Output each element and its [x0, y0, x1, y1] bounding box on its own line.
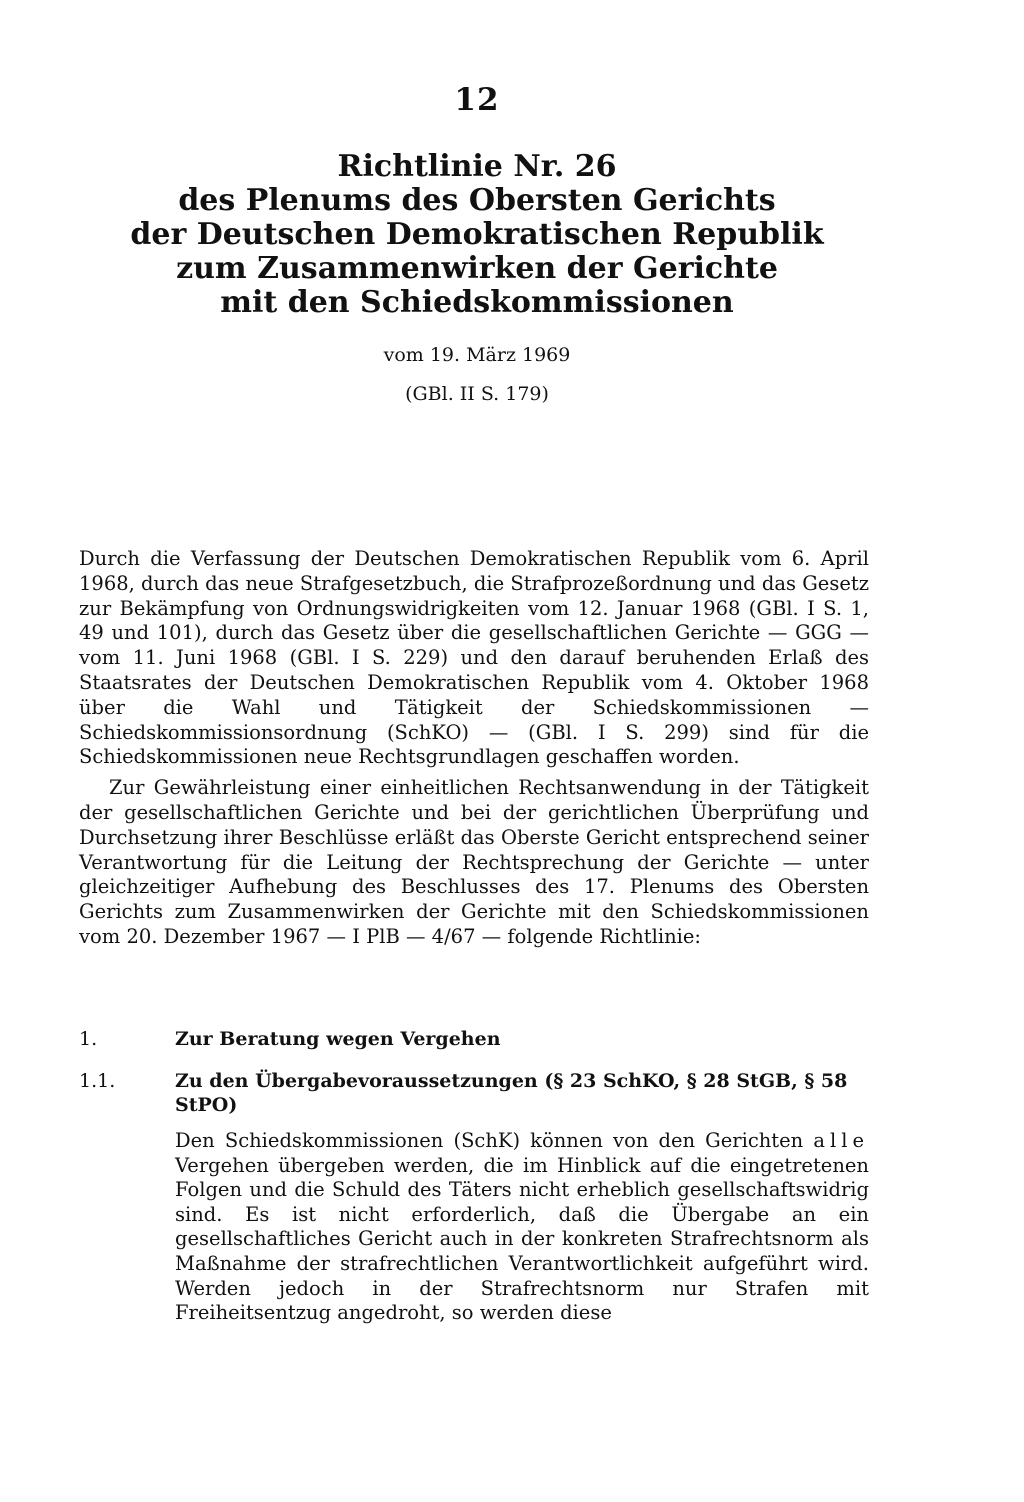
preamble: [79, 547, 869, 950]
document-title: [0, 150, 954, 320]
section-1-title: Zur Beratung wegen Vergehen: [175, 1028, 501, 1050]
section-1-1-number: 1.1.: [79, 1070, 116, 1092]
issue-date: vom 19. März 1969: [383, 344, 571, 366]
section-1-1-title: Zu den Übergabevoraussetzungen (§ 23 SchKO, § 28 StGB, § 58 StPO): [175, 1070, 848, 1116]
title-line-4: zum Zusammenwirken der Gerichte: [176, 251, 778, 286]
section-1-number: 1.: [79, 1028, 98, 1050]
preamble-paragraph-1: Durch die Verfassung der Deutschen Demokratischen Republik vom 6. April 1968, durch das neue Strafgesetzbuch, die Strafprozeßordnung und das Gesetz zur Bekämpfung von Ordnungswidrigkeiten vom 12. Januar 1968 (GBl. I S. 1, 49 und 101), durch das Gesetz über die gesellschaftlichen Gerichte — GGG — vom 11. Juni 1968 (GBl. I S. 229) und den darauf beruhenden Erlaß des Staatsrates der Deutschen Demokratischen Republik vom 4. Oktober 1968 über die Wahl und Tätigkeit der Schiedskommissionen — Schiedskommissionsordnung (SchKO) — (GBl. I S. 299) sind für die Schiedskommissionen neue Rechtsgrundlagen geschaffen worden.: [79, 547, 869, 769]
section-1-1-text-rest: Vergehen übergeben werden, die im Hinblick auf die eingetretenen Folgen und die Schuld des Täters nicht erheblich gesellschaftswidrig sind. Es ist nicht erforderlich, daß die Übergabe an ein gesellschaftliches Gericht auch in der konkreten Strafrechtsnorm als Maßnahme der strafrechtlichen Verantwortlichkeit aufgeführt wird. Werden jedoch in der Strafrechtsnorm nur Strafen mit Freiheitsentzug angedroht, so werden diese: [175, 1153, 869, 1325]
title-line-1: Richtlinie Nr. 26: [337, 149, 617, 184]
page-number: 12: [454, 82, 500, 118]
title-line-2: des Plenums des Obersten Gerichts: [178, 183, 776, 218]
section-1-1-text-emphasis: alle: [813, 1129, 869, 1152]
section-1-1-text-start: Den Schiedskommissionen (SchK) können von den Gerichten: [175, 1129, 804, 1152]
title-line-5: mit den Schiedskommissionen: [220, 285, 734, 320]
title-line-3: der Deutschen Demokratischen Republik: [130, 217, 824, 252]
preamble-paragraph-2: Zur Gewährleistung einer einheitlichen Rechtsanwendung in der Tätigkeit der gesellschaftlichen Gerichte und bei der gerichtlichen Überprüfung und Durchsetzung ihrer Beschlüsse erläßt das Oberste Gericht entsprechend seiner Verantwortung für die Leitung der Rechtsprechung der Gerichte — unter gleichzeitiger Aufhebung des Beschlusses des 17. Plenums des Obersten Gerichts zum Zusammenwirken der Gerichte mit den Schiedskommissionen vom 20. Dezember 1967 — I PlB — 4/67 — folgende Richtlinie:: [79, 776, 869, 948]
gazette-reference: (GBl. II S. 179): [405, 383, 549, 405]
section-1-1-text: [175, 1129, 869, 1326]
